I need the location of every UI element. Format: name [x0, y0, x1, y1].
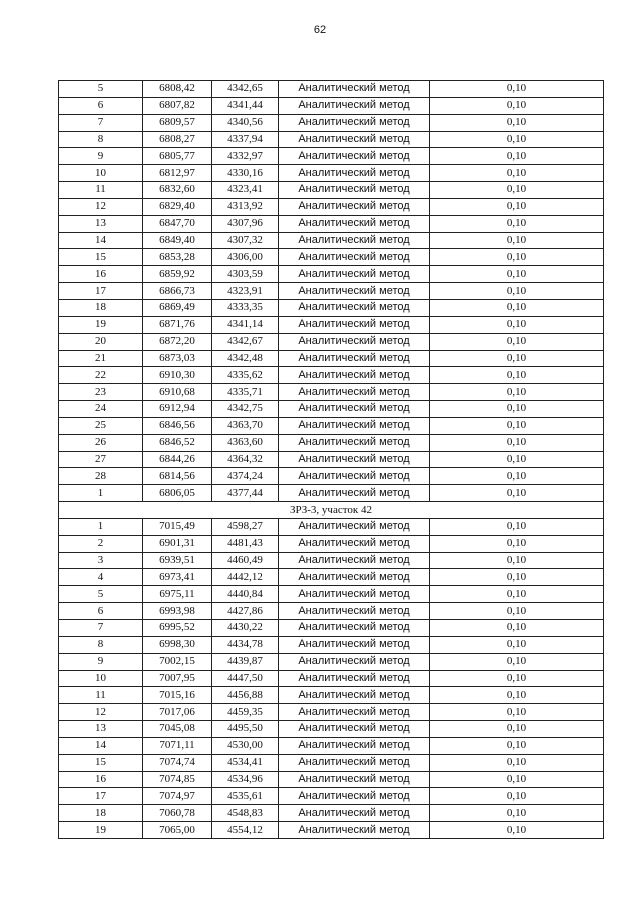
accuracy-cell: 0,10	[430, 434, 604, 451]
y-coordinate-cell: 4535,61	[212, 788, 279, 805]
y-coordinate-cell: 4495,50	[212, 721, 279, 738]
method-cell: Аналитический метод	[279, 451, 430, 468]
y-coordinate-cell: 4363,60	[212, 434, 279, 451]
method-cell: Аналитический метод	[279, 670, 430, 687]
point-number-cell: 17	[59, 283, 143, 300]
table-row	[59, 721, 604, 738]
y-coordinate-cell: 4332,97	[212, 148, 279, 165]
x-coordinate-cell: 7065,00	[143, 822, 212, 839]
point-number-cell: 17	[59, 788, 143, 805]
y-coordinate-cell: 4342,75	[212, 401, 279, 418]
table-row	[59, 215, 604, 232]
method-cell: Аналитический метод	[279, 384, 430, 401]
y-coordinate-cell: 4307,96	[212, 215, 279, 232]
point-number-cell: 14	[59, 737, 143, 754]
point-number-cell: 18	[59, 299, 143, 316]
x-coordinate-cell: 6806,05	[143, 485, 212, 502]
point-number-cell: 12	[59, 704, 143, 721]
point-number-cell: 4	[59, 569, 143, 586]
x-coordinate-cell: 6832,60	[143, 182, 212, 199]
method-cell: Аналитический метод	[279, 603, 430, 620]
accuracy-cell: 0,10	[430, 316, 604, 333]
x-coordinate-cell: 7045,08	[143, 721, 212, 738]
y-coordinate-cell: 4430,22	[212, 620, 279, 637]
table-row	[59, 788, 604, 805]
x-coordinate-cell: 6973,41	[143, 569, 212, 586]
accuracy-cell: 0,10	[430, 468, 604, 485]
table-row	[59, 266, 604, 283]
method-cell: Аналитический метод	[279, 535, 430, 552]
method-cell: Аналитический метод	[279, 114, 430, 131]
method-cell: Аналитический метод	[279, 569, 430, 586]
y-coordinate-cell: 4530,00	[212, 737, 279, 754]
y-coordinate-cell: 4335,71	[212, 384, 279, 401]
section-title: ЗРЗ-3, участок 42	[59, 502, 604, 519]
method-cell: Аналитический метод	[279, 249, 430, 266]
method-cell: Аналитический метод	[279, 586, 430, 603]
method-cell: Аналитический метод	[279, 620, 430, 637]
table-row	[59, 384, 604, 401]
point-number-cell: 18	[59, 805, 143, 822]
accuracy-cell: 0,10	[430, 636, 604, 653]
y-coordinate-cell: 4333,35	[212, 299, 279, 316]
point-number-cell: 14	[59, 232, 143, 249]
table-row	[59, 620, 604, 637]
accuracy-cell: 0,10	[430, 97, 604, 114]
point-number-cell: 24	[59, 401, 143, 418]
y-coordinate-cell: 4323,41	[212, 182, 279, 199]
y-coordinate-cell: 4598,27	[212, 518, 279, 535]
table-row	[59, 805, 604, 822]
accuracy-cell: 0,10	[430, 333, 604, 350]
y-coordinate-cell: 4340,56	[212, 114, 279, 131]
accuracy-cell: 0,10	[430, 451, 604, 468]
accuracy-cell: 0,10	[430, 283, 604, 300]
method-cell: Аналитический метод	[279, 97, 430, 114]
x-coordinate-cell: 6807,82	[143, 97, 212, 114]
accuracy-cell: 0,10	[430, 552, 604, 569]
x-coordinate-cell: 6910,30	[143, 367, 212, 384]
y-coordinate-cell: 4534,96	[212, 771, 279, 788]
point-number-cell: 8	[59, 131, 143, 148]
x-coordinate-cell: 6809,57	[143, 114, 212, 131]
point-number-cell: 8	[59, 636, 143, 653]
table-row	[59, 485, 604, 502]
accuracy-cell: 0,10	[430, 754, 604, 771]
y-coordinate-cell: 4313,92	[212, 198, 279, 215]
table-row	[59, 737, 604, 754]
accuracy-cell: 0,10	[430, 148, 604, 165]
point-number-cell: 9	[59, 653, 143, 670]
y-coordinate-cell: 4342,65	[212, 81, 279, 98]
method-cell: Аналитический метод	[279, 401, 430, 418]
point-number-cell: 2	[59, 535, 143, 552]
y-coordinate-cell: 4374,24	[212, 468, 279, 485]
accuracy-cell: 0,10	[430, 620, 604, 637]
y-coordinate-cell: 4481,43	[212, 535, 279, 552]
point-number-cell: 15	[59, 754, 143, 771]
table-row	[59, 552, 604, 569]
x-coordinate-cell: 6901,31	[143, 535, 212, 552]
y-coordinate-cell: 4548,83	[212, 805, 279, 822]
y-coordinate-cell: 4335,62	[212, 367, 279, 384]
table-row	[59, 232, 604, 249]
accuracy-cell: 0,10	[430, 299, 604, 316]
y-coordinate-cell: 4456,88	[212, 687, 279, 704]
y-coordinate-cell: 4442,12	[212, 569, 279, 586]
coordinates-table	[58, 80, 604, 839]
accuracy-cell: 0,10	[430, 350, 604, 367]
method-cell: Аналитический метод	[279, 687, 430, 704]
method-cell: Аналитический метод	[279, 165, 430, 182]
y-coordinate-cell: 4306,00	[212, 249, 279, 266]
y-coordinate-cell: 4337,94	[212, 131, 279, 148]
accuracy-cell: 0,10	[430, 670, 604, 687]
method-cell: Аналитический метод	[279, 417, 430, 434]
table-row	[59, 283, 604, 300]
point-number-cell: 20	[59, 333, 143, 350]
accuracy-cell: 0,10	[430, 165, 604, 182]
method-cell: Аналитический метод	[279, 805, 430, 822]
accuracy-cell: 0,10	[430, 822, 604, 839]
point-number-cell: 12	[59, 198, 143, 215]
accuracy-cell: 0,10	[430, 384, 604, 401]
method-cell: Аналитический метод	[279, 653, 430, 670]
method-cell: Аналитический метод	[279, 148, 430, 165]
table-row	[59, 636, 604, 653]
table-row	[59, 754, 604, 771]
accuracy-cell: 0,10	[430, 687, 604, 704]
method-cell: Аналитический метод	[279, 299, 430, 316]
table-row	[59, 653, 604, 670]
accuracy-cell: 0,10	[430, 721, 604, 738]
table-row	[59, 451, 604, 468]
y-coordinate-cell: 4460,49	[212, 552, 279, 569]
x-coordinate-cell: 6853,28	[143, 249, 212, 266]
x-coordinate-cell: 6872,20	[143, 333, 212, 350]
x-coordinate-cell: 7015,16	[143, 687, 212, 704]
method-cell: Аналитический метод	[279, 367, 430, 384]
x-coordinate-cell: 6847,70	[143, 215, 212, 232]
accuracy-cell: 0,10	[430, 586, 604, 603]
x-coordinate-cell: 6995,52	[143, 620, 212, 637]
accuracy-cell: 0,10	[430, 737, 604, 754]
point-number-cell: 25	[59, 417, 143, 434]
x-coordinate-cell: 6805,77	[143, 148, 212, 165]
y-coordinate-cell: 4330,16	[212, 165, 279, 182]
section-header-row	[59, 502, 604, 519]
method-cell: Аналитический метод	[279, 283, 430, 300]
table-row	[59, 182, 604, 199]
x-coordinate-cell: 6849,40	[143, 232, 212, 249]
accuracy-cell: 0,10	[430, 704, 604, 721]
y-coordinate-cell: 4439,87	[212, 653, 279, 670]
point-number-cell: 16	[59, 771, 143, 788]
method-cell: Аналитический метод	[279, 468, 430, 485]
point-number-cell: 19	[59, 316, 143, 333]
y-coordinate-cell: 4377,44	[212, 485, 279, 502]
x-coordinate-cell: 6873,03	[143, 350, 212, 367]
x-coordinate-cell: 6975,11	[143, 586, 212, 603]
method-cell: Аналитический метод	[279, 81, 430, 98]
method-cell: Аналитический метод	[279, 350, 430, 367]
table-row	[59, 148, 604, 165]
method-cell: Аналитический метод	[279, 822, 430, 839]
y-coordinate-cell: 4323,91	[212, 283, 279, 300]
point-number-cell: 15	[59, 249, 143, 266]
point-number-cell: 28	[59, 468, 143, 485]
method-cell: Аналитический метод	[279, 198, 430, 215]
table-row	[59, 333, 604, 350]
y-coordinate-cell: 4447,50	[212, 670, 279, 687]
x-coordinate-cell: 7002,15	[143, 653, 212, 670]
y-coordinate-cell: 4342,48	[212, 350, 279, 367]
x-coordinate-cell: 6993,98	[143, 603, 212, 620]
table-row	[59, 569, 604, 586]
table-row	[59, 316, 604, 333]
method-cell: Аналитический метод	[279, 704, 430, 721]
table-row	[59, 518, 604, 535]
accuracy-cell: 0,10	[430, 131, 604, 148]
point-number-cell: 9	[59, 148, 143, 165]
point-number-cell: 10	[59, 670, 143, 687]
x-coordinate-cell: 6866,73	[143, 283, 212, 300]
x-coordinate-cell: 7074,74	[143, 754, 212, 771]
method-cell: Аналитический метод	[279, 721, 430, 738]
y-coordinate-cell: 4342,67	[212, 333, 279, 350]
table-row	[59, 586, 604, 603]
accuracy-cell: 0,10	[430, 182, 604, 199]
method-cell: Аналитический метод	[279, 266, 430, 283]
table-row	[59, 165, 604, 182]
accuracy-cell: 0,10	[430, 215, 604, 232]
table-row	[59, 114, 604, 131]
x-coordinate-cell: 6808,27	[143, 131, 212, 148]
y-coordinate-cell: 4459,35	[212, 704, 279, 721]
x-coordinate-cell: 6910,68	[143, 384, 212, 401]
x-coordinate-cell: 6869,49	[143, 299, 212, 316]
x-coordinate-cell: 6912,94	[143, 401, 212, 418]
x-coordinate-cell: 6846,56	[143, 417, 212, 434]
point-number-cell: 6	[59, 97, 143, 114]
table-row	[59, 81, 604, 98]
x-coordinate-cell: 6998,30	[143, 636, 212, 653]
x-coordinate-cell: 6844,26	[143, 451, 212, 468]
accuracy-cell: 0,10	[430, 653, 604, 670]
x-coordinate-cell: 6808,42	[143, 81, 212, 98]
table-row	[59, 704, 604, 721]
method-cell: Аналитический метод	[279, 215, 430, 232]
accuracy-cell: 0,10	[430, 603, 604, 620]
accuracy-cell: 0,10	[430, 367, 604, 384]
page-number: 62	[313, 24, 327, 36]
method-cell: Аналитический метод	[279, 636, 430, 653]
y-coordinate-cell: 4427,86	[212, 603, 279, 620]
accuracy-cell: 0,10	[430, 788, 604, 805]
point-number-cell: 5	[59, 81, 143, 98]
method-cell: Аналитический метод	[279, 434, 430, 451]
y-coordinate-cell: 4341,44	[212, 97, 279, 114]
y-coordinate-cell: 4364,32	[212, 451, 279, 468]
table-row	[59, 822, 604, 839]
method-cell: Аналитический метод	[279, 518, 430, 535]
method-cell: Аналитический метод	[279, 333, 430, 350]
x-coordinate-cell: 7074,85	[143, 771, 212, 788]
table-row	[59, 97, 604, 114]
x-coordinate-cell: 6814,56	[143, 468, 212, 485]
method-cell: Аналитический метод	[279, 232, 430, 249]
point-number-cell: 27	[59, 451, 143, 468]
point-number-cell: 11	[59, 182, 143, 199]
accuracy-cell: 0,10	[430, 518, 604, 535]
x-coordinate-cell: 6871,76	[143, 316, 212, 333]
y-coordinate-cell: 4303,59	[212, 266, 279, 283]
accuracy-cell: 0,10	[430, 232, 604, 249]
y-coordinate-cell: 4341,14	[212, 316, 279, 333]
x-coordinate-cell: 6829,40	[143, 198, 212, 215]
table-row	[59, 131, 604, 148]
accuracy-cell: 0,10	[430, 114, 604, 131]
accuracy-cell: 0,10	[430, 535, 604, 552]
point-number-cell: 13	[59, 721, 143, 738]
method-cell: Аналитический метод	[279, 788, 430, 805]
table-row	[59, 771, 604, 788]
point-number-cell: 1	[59, 518, 143, 535]
point-number-cell: 10	[59, 165, 143, 182]
accuracy-cell: 0,10	[430, 266, 604, 283]
point-number-cell: 1	[59, 485, 143, 502]
table-row	[59, 468, 604, 485]
point-number-cell: 7	[59, 620, 143, 637]
y-coordinate-cell: 4534,41	[212, 754, 279, 771]
table-row	[59, 417, 604, 434]
x-coordinate-cell: 7060,78	[143, 805, 212, 822]
x-coordinate-cell: 7017,06	[143, 704, 212, 721]
point-number-cell: 3	[59, 552, 143, 569]
x-coordinate-cell: 6939,51	[143, 552, 212, 569]
method-cell: Аналитический метод	[279, 737, 430, 754]
y-coordinate-cell: 4307,32	[212, 232, 279, 249]
point-number-cell: 19	[59, 822, 143, 839]
accuracy-cell: 0,10	[430, 805, 604, 822]
point-number-cell: 7	[59, 114, 143, 131]
x-coordinate-cell: 6859,92	[143, 266, 212, 283]
method-cell: Аналитический метод	[279, 485, 430, 502]
y-coordinate-cell: 4434,78	[212, 636, 279, 653]
point-number-cell: 16	[59, 266, 143, 283]
accuracy-cell: 0,10	[430, 485, 604, 502]
point-number-cell: 5	[59, 586, 143, 603]
point-number-cell: 6	[59, 603, 143, 620]
x-coordinate-cell: 6846,52	[143, 434, 212, 451]
table-row	[59, 367, 604, 384]
y-coordinate-cell: 4440,84	[212, 586, 279, 603]
table-row	[59, 299, 604, 316]
point-number-cell: 22	[59, 367, 143, 384]
accuracy-cell: 0,10	[430, 771, 604, 788]
x-coordinate-cell: 7015,49	[143, 518, 212, 535]
point-number-cell: 11	[59, 687, 143, 704]
accuracy-cell: 0,10	[430, 81, 604, 98]
table-row	[59, 198, 604, 215]
method-cell: Аналитический метод	[279, 771, 430, 788]
method-cell: Аналитический метод	[279, 131, 430, 148]
point-number-cell: 26	[59, 434, 143, 451]
table-row	[59, 670, 604, 687]
method-cell: Аналитический метод	[279, 552, 430, 569]
point-number-cell: 23	[59, 384, 143, 401]
x-coordinate-cell: 7007,95	[143, 670, 212, 687]
method-cell: Аналитический метод	[279, 182, 430, 199]
x-coordinate-cell: 7074,97	[143, 788, 212, 805]
table-row	[59, 687, 604, 704]
point-number-cell: 13	[59, 215, 143, 232]
accuracy-cell: 0,10	[430, 401, 604, 418]
table-row	[59, 401, 604, 418]
y-coordinate-cell: 4554,12	[212, 822, 279, 839]
table-row	[59, 249, 604, 266]
table-row	[59, 350, 604, 367]
table-row	[59, 535, 604, 552]
x-coordinate-cell: 6812,97	[143, 165, 212, 182]
point-number-cell: 21	[59, 350, 143, 367]
coordinates-table-body	[59, 81, 604, 839]
x-coordinate-cell: 7071,11	[143, 737, 212, 754]
y-coordinate-cell: 4363,70	[212, 417, 279, 434]
accuracy-cell: 0,10	[430, 198, 604, 215]
method-cell: Аналитический метод	[279, 754, 430, 771]
accuracy-cell: 0,10	[430, 249, 604, 266]
table-row	[59, 434, 604, 451]
method-cell: Аналитический метод	[279, 316, 430, 333]
table-row	[59, 603, 604, 620]
accuracy-cell: 0,10	[430, 569, 604, 586]
accuracy-cell: 0,10	[430, 417, 604, 434]
